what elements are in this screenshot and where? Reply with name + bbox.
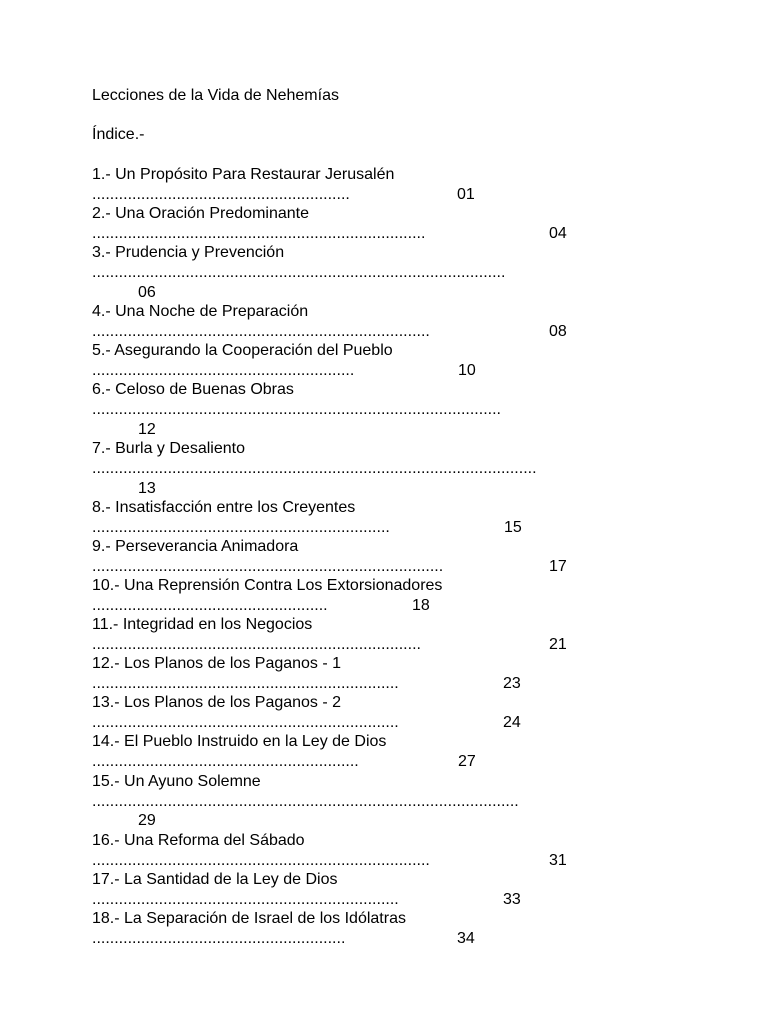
entry-page-number: 04 [549,225,567,242]
entry-leader-dots: ......................................................... [92,930,346,947]
entry-page-number: 17 [549,558,567,575]
entry-title: 14.- El Pueblo Instruido en la Ley de Dios [92,733,387,750]
entry-title: 5.- Asegurando la Cooperación del Pueblo [92,342,393,359]
entry-leader-dots: ................................................................... [92,519,390,536]
document-title: Lecciones de la Vida de Nehemías [92,87,339,104]
entry-leader-dots: ........................................................................... [92,225,426,242]
entry-leader-dots: ..................................................................... [92,675,399,692]
entry-title: 10.- Una Reprensión Contra Los Extorsionadores [92,577,443,594]
entry-leader-dots: ............................................................................................ [92,401,501,418]
entry-leader-dots: ............................................................ [92,753,359,770]
entry-leader-dots: ................................................................................................ [92,793,519,810]
entry-title: 11.- Integridad en los Negocios [92,616,313,633]
entry-leader-dots: ............................................................................... [92,558,444,575]
entry-page-number: 34 [457,930,475,947]
entry-title: 9.- Perseverancia Animadora [92,538,299,555]
entry-title: 15.- Un Ayuno Solemne [92,773,261,790]
entry-title: 16.- Una Reforma del Sábado [92,832,305,849]
entry-page-number: 21 [549,636,567,653]
entry-leader-dots: .......................................................... [92,186,350,203]
entry-title: 4.- Una Noche de Preparación [92,303,309,320]
entry-title: 18.- La Separación de Israel de los Idólatras [92,910,406,927]
entry-leader-dots: ............................................................................................. [92,264,506,281]
entry-title: 2.- Una Oración Predominante [92,205,309,222]
entry-title: 3.- Prudencia y Prevención [92,244,285,261]
entry-leader-dots: ............................................................................ [92,323,430,340]
entry-page-number: 01 [457,186,475,203]
entry-title: 12.- Los Planos de los Paganos - 1 [92,655,342,672]
entry-page-number: 15 [504,519,522,536]
entry-leader-dots: ........................................................... [92,362,355,379]
entry-title: 8.- Insatisfacción entre los Creyentes [92,499,356,516]
entry-page-number: 18 [412,597,430,614]
entry-page-number: 27 [458,753,476,770]
entry-leader-dots: .................................................................................................... [92,460,537,477]
entry-leader-dots: ..................................................................... [92,714,399,731]
entry-page-number: 33 [503,891,521,908]
entry-page-number: 23 [503,675,521,692]
entry-page-number: 29 [138,812,156,829]
entry-leader-dots: .......................................................................... [92,636,421,653]
entry-page-number: 08 [549,323,567,340]
entry-page-number: 24 [503,714,521,731]
entry-title: 17.- La Santidad de la Ley de Dios [92,871,338,888]
entry-title: 13.- Los Planos de los Paganos - 2 [92,694,342,711]
entry-page-number: 12 [138,421,156,438]
index-heading: Índice.- [92,126,145,143]
entry-title: 1.- Un Propósito Para Restaurar Jerusalén [92,166,395,183]
entry-page-number: 06 [138,284,156,301]
entry-page-number: 10 [458,362,476,379]
entry-title: 7.- Burla y Desaliento [92,440,245,457]
entry-leader-dots: ..................................................................... [92,891,399,908]
entry-page-number: 31 [549,852,567,869]
entry-leader-dots: ............................................................................ [92,852,430,869]
entry-title: 6.- Celoso de Buenas Obras [92,381,294,398]
entry-page-number: 13 [138,480,156,497]
entry-leader-dots: ..................................................... [92,597,328,614]
